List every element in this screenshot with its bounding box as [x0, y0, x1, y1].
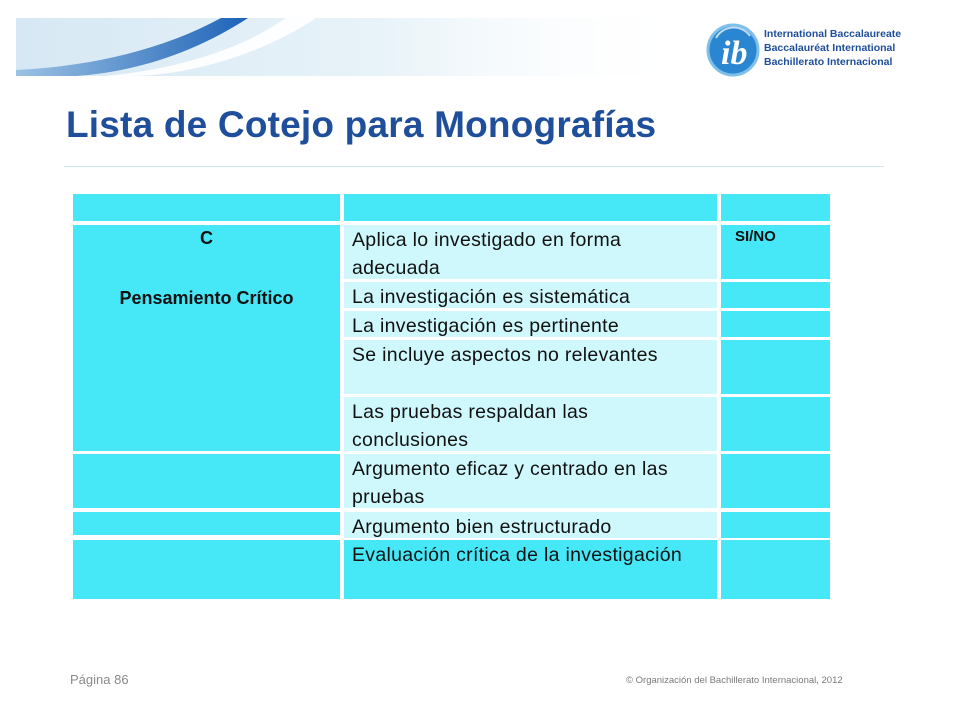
criterion-cell-empty	[73, 454, 340, 508]
checklist-item: Las pruebas respaldan las conclusiones	[344, 397, 717, 451]
checklist-item: La investigación es pertinente	[344, 311, 717, 337]
answer-cell[interactable]	[721, 512, 830, 538]
logo-line-3: Bachillerato Internacional	[764, 56, 893, 68]
checklist-item: La investigación es sistemática	[344, 282, 717, 308]
checklist-item: Aplica lo investigado en forma adecuada	[344, 225, 717, 279]
answer-cell[interactable]	[721, 540, 830, 599]
title-divider	[64, 166, 884, 167]
answer-cell[interactable]	[721, 282, 830, 308]
answer-cell[interactable]	[721, 311, 830, 337]
answer-cell[interactable]	[721, 397, 830, 451]
page-number: Página 86	[70, 672, 129, 687]
checklist-table	[73, 194, 830, 599]
logo-mark: ib	[721, 35, 748, 72]
header-cell-left	[73, 194, 340, 221]
answer-cell[interactable]	[721, 340, 830, 394]
criterion-cell	[73, 225, 340, 451]
checklist-item: Argumento bien estructurado	[344, 512, 717, 538]
header-cell-mid	[344, 194, 717, 221]
criterion-cell-empty	[73, 540, 340, 599]
copyright-notice: © Organización del Bachillerato Internacional, 2012	[626, 675, 843, 686]
answer-header-cell: SI/NO	[721, 225, 830, 279]
checklist-item: Evaluación crítica de la investigación	[344, 540, 717, 599]
header-banner	[16, 18, 696, 76]
slide-title: Lista de Cotejo para Monografías	[66, 104, 657, 145]
checklist-item: Se incluye aspectos no relevantes	[344, 340, 717, 394]
logo-line-2: Baccalauréat International	[764, 42, 896, 54]
criterion-letter: C	[200, 228, 213, 248]
criterion-name: Pensamiento Crítico	[119, 288, 294, 308]
checklist-item: Argumento eficaz y centrado en las pruebas	[344, 454, 717, 508]
logo-line-1: International Baccalaureate	[764, 28, 902, 40]
criterion-cell-empty	[73, 512, 340, 535]
ib-logo-wordmark	[764, 27, 901, 69]
header-cell-right	[721, 194, 830, 221]
answer-cell[interactable]	[721, 454, 830, 508]
